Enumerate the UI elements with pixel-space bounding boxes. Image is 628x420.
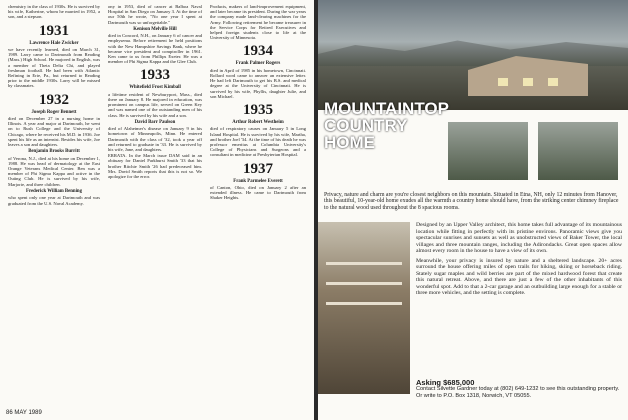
- house-window: [498, 78, 508, 86]
- interior-room-photo: [318, 222, 410, 394]
- ad-body-paragraph: Designed by an Upper Valley architect, this home takes full advantage of its mountainous location while fitting in perfectly with its pristine environs. Panoramic views give you spectacular sunrises and sunsets as well as unobstructed views of Baker Tower, the local villages and three mountain ranges, including the Adirondacks. Great open spaces allow almost every room in the house to have a view of its own.: [416, 222, 622, 254]
- house-window: [548, 78, 558, 86]
- obituary-name: Arthur Robert Westheim: [232, 120, 284, 126]
- obituary-text: we have recently learned, died on March 31, 1989. Larry came to Dartmouth from Reading (Mass.) High School. He majored in English, was a member of Theta Delta Chi, and played freshman football. He had been with Atlantic Refining in Erie, Pa., but returned to Reading prior to the middle 1930s. Larry will be missed by classmates.: [8, 47, 100, 89]
- mountain-ridge: [318, 36, 628, 66]
- ad-intro-text: Privacy, nature and charm are you're closest neighbors on this mountain. Situated in Etna, NH, only 12 minutes from Hanover, this beautiful, 10-year-old home exudes all the warmth a country home should have, from the striking center chimney fireplace to the natural wood used throughout the 8 spacious rooms.: [324, 191, 619, 211]
- window-frame: [326, 262, 402, 265]
- page-folio: 86 MAY 1989: [6, 410, 42, 416]
- obituary-name: Benjamin Brooks Burritt: [28, 149, 80, 155]
- column-text: chemistry in the class of 1930s. He is survived by his wife, Katherine, whom he married in 1952, a son, and a stepson.: [8, 4, 100, 20]
- obituary-name: Kenison Melville Hill: [133, 26, 177, 32]
- interior-photo: [448, 122, 528, 180]
- obituary-name: Frank Palmer Rogers: [235, 61, 281, 67]
- class-year-heading: 1931: [39, 22, 69, 39]
- obituary-text: a lifetime resident of Newburyport, Mass., died there on January 8. He majored in education, was prominent on campus life, served on Green Key and was named one of the outstanding men of his class. He is survived by his wife and a son.: [108, 91, 202, 118]
- obituary-text: died of Alzheimer's disease on January 9 in his hometown of Minneapolis, Minn. He entered Dartmouth with the class of '32, took a year off and returned to graduate in '33. He is survived by his wife, Jane, and daughters.: [108, 126, 202, 153]
- obituary-text: died of respiratory causes on January 5 in Long Island Hospital. He is survived by his wife, Martha, and brother Joel '34. At the time of his death he was professor emeritus at Columbia University's College of Physicians and Surgeons and a consultant in medicine at Presbyterian Hospital.: [210, 126, 306, 158]
- right-page: [318, 0, 628, 420]
- obituary-name: Frank Parmelee Everett: [233, 178, 283, 184]
- landscape-photo: [538, 122, 618, 180]
- obituary-column-2: [108, 4, 202, 180]
- obituary-text: died in Concord, N.H., on January 6 of cancer and emphysema. Before retirement he held positions with the New Hampshire Savings Bank, where he became vice president and comptroller in 1961. Ken came to us from Phillips Exeter. He was a member of Phi Sigma Kappa and the Glee Club.: [108, 33, 202, 65]
- class-year-heading: 1937: [243, 160, 273, 177]
- obituary-column-1: [8, 4, 100, 207]
- obituary-name: Whitefield Frost Kimball: [129, 85, 181, 91]
- obituary-text: of Verona, N.J., died at his home on December 1, 1988. He was head of dermatology at the East Orange Veterans Medical Center. Ben was a member of Phi Sigma Kappa and active in the Outing Club. He is survived by his wife, Marjorie, and three children.: [8, 155, 100, 187]
- class-year-heading: 1935: [243, 102, 273, 119]
- ad-headline: MOUNTAINTOP COUNTRY HOME: [324, 99, 449, 152]
- mountain-home-photo: [318, 0, 628, 110]
- column-text: ony in 1953, died of cancer at Balboa Naval Hospital in San Diego on January 3. At the time of our 50th he wrote, "No one year I spent at Dartmouth was so unforgettable.": [108, 4, 202, 25]
- house-window: [523, 78, 533, 86]
- ad-body-paragraph: Meanwhile, your privacy is insured by nature and a sheltered landscape. 20+ acres surround the house offering miles of open trails for hiking, skiing or horseback riding. Stately sugar maples and wild berries are part of the mixed hardwood forest that create this natural retreat. Above, and there are just a few of the other inhabitants of this wonderful spot. Add to that a 2-car garage and an outbuilding large enough for a stable or three more vehicles, and the setting is complete.: [416, 257, 622, 296]
- obituary-column-3: [210, 4, 306, 202]
- window-frame: [326, 282, 402, 285]
- contact-info: Contact Silvette Gardner today at (802) 649-1232 to see this outstanding property. Or write to P.O. Box 1318, Norwich, VT 05055.: [416, 386, 620, 399]
- obituary-name: Frederick William Benning: [26, 188, 82, 194]
- obituary-text: of Canton, Ohio, died on January 2 after an extended illness. He came to Dartmouth from Shaker Heights.: [210, 185, 306, 201]
- obituary-text: who spent only one year at Dartmouth and was graduated from the U.S. Naval Academy.: [8, 195, 100, 206]
- class-year-heading: 1934: [243, 43, 273, 60]
- class-year-heading: 1932: [39, 91, 69, 108]
- column-text: Products, makers of land-improvement equipment, and later became its president. During the war years the company made land-clearing machines for the Army. Following retirement he became treasurer in the Service Corps for Retired Executives and helped foreign students close to life at the University of Minnesota.: [210, 4, 306, 41]
- ad-body: [416, 222, 622, 300]
- obituary-text: died on December 27 in a nursing home in Illinois. A year and major at Dartmouth, he went on to Rush College and the University of Chicago, where he received his M.D. in 1936. Joe spent his life as an internist. Besides his wife, Joe leaves a son and daughters.: [8, 116, 100, 148]
- obituary-text: died in April of 1985 in his hometown, Cincinnati. Rollard word came to answer an extensive letter. He had left Dartmouth to get his B.S. and medical degree at the University of Cincinnati. He is survived by his wife, Phyllis, daughter Julie, and son Michael.: [210, 67, 306, 99]
- errata-text: ERRATA. In the March issue DAM said in an obituary for Daniel Parkhurst Smith '33 that his brother Ritchie Smith '26 had predeceased him. Mrs. David Smith reports that this is not so. We apologize for the error.: [108, 153, 202, 180]
- obituary-name: Joseph Roger Bennett: [31, 109, 77, 115]
- ad-contact-block: [416, 380, 622, 399]
- asking-price: Asking $685,000: [416, 378, 475, 387]
- obituary-name: Lawrence Hale Zwicker: [29, 40, 79, 46]
- window-frame: [326, 302, 402, 305]
- obituary-name: David Barr Paulson: [134, 119, 176, 125]
- class-year-heading: 1933: [140, 67, 170, 84]
